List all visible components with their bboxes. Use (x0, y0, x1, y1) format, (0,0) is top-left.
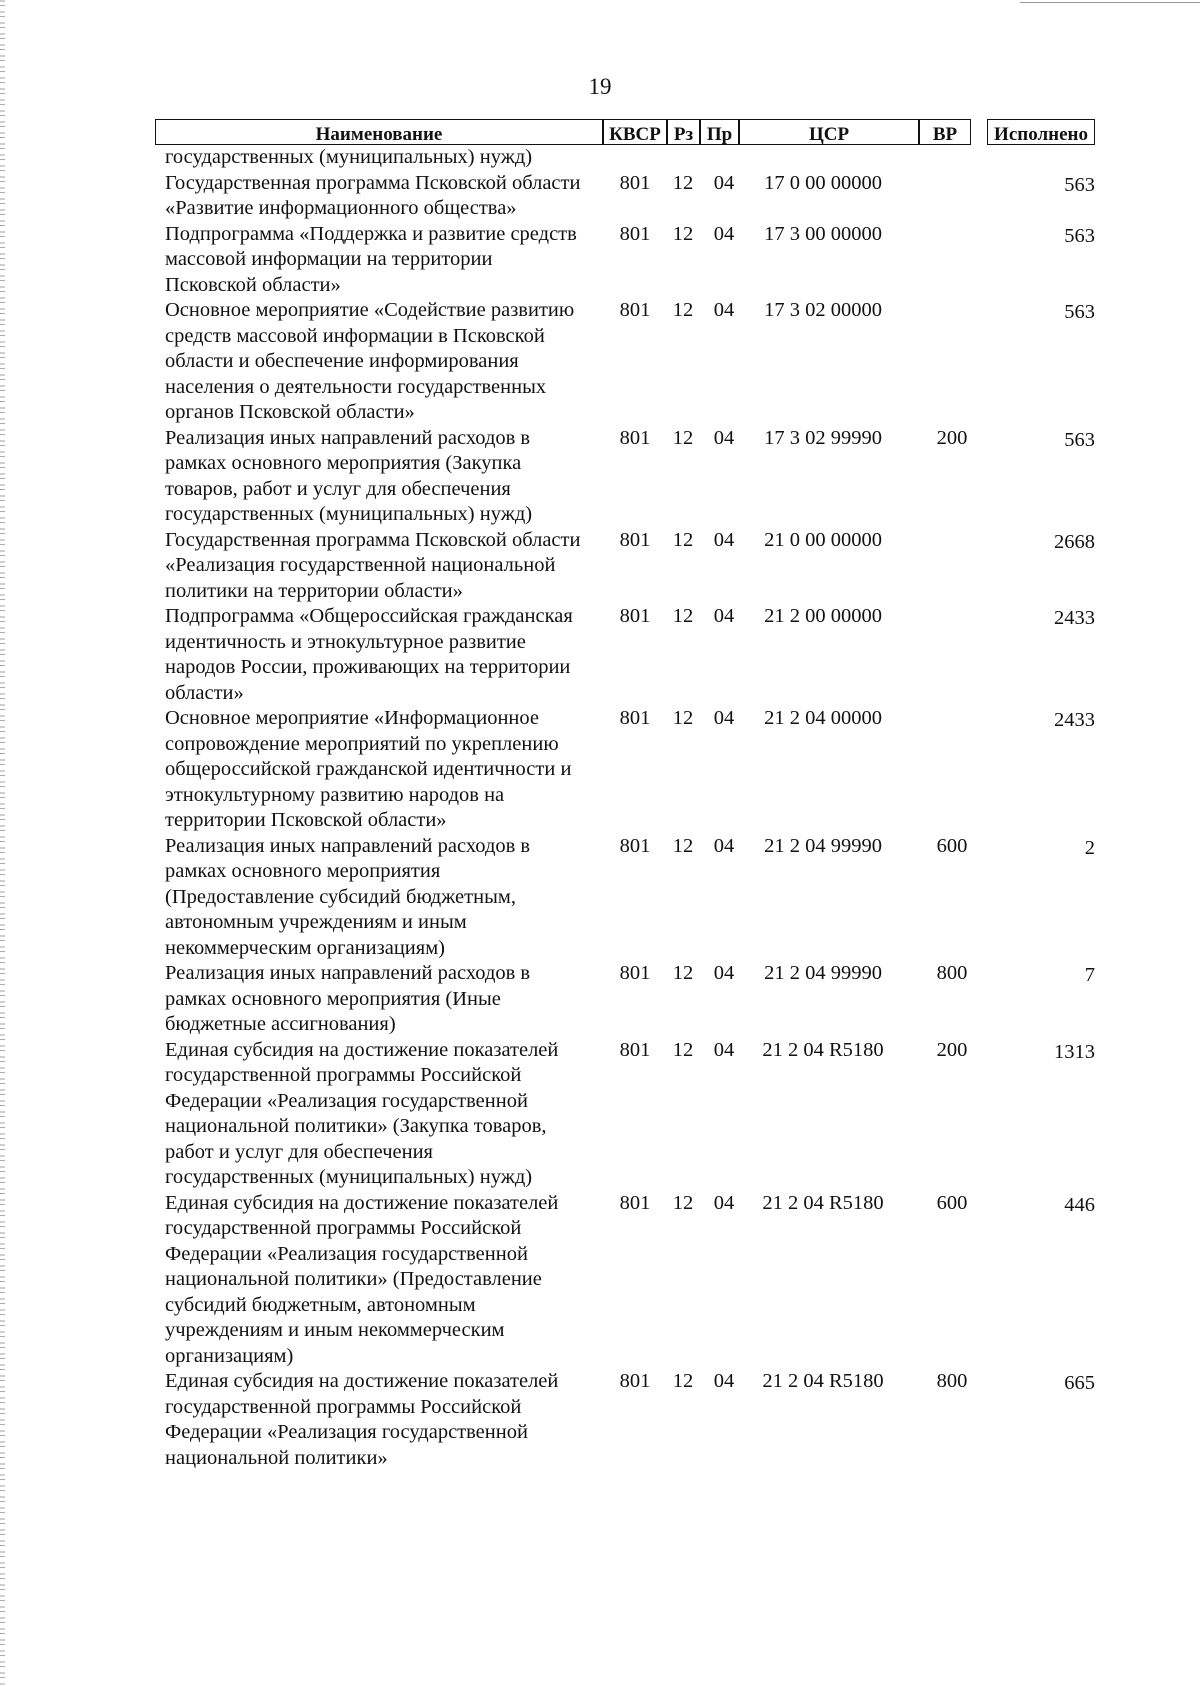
header-kvsr: КВСР (603, 119, 667, 145)
row-executed: 2433 (1054, 607, 1095, 629)
row-name: Единая субсидия на достижение показателей государственной программы Российской Федерации «Реализация государственной национальной политики» (Закупка товаров, работ и услуг для обеспечения государственных (муниципальных) нужд) (165, 1038, 559, 1188)
scan-edge-top (1020, 2, 1200, 3)
row-pr: 04 (713, 1038, 735, 1061)
table-row (165, 426, 1095, 528)
row-name: Единая субсидия на достижение показателей государственной программы Российской Федерации «Реализация государственной национальной политики» (165, 1370, 559, 1469)
table-row (165, 706, 1095, 834)
row-name: Подпрограмма «Общероссийская гражданская идентичность и этнокультурное развитие народов России, проживающих на территории области» (165, 605, 573, 704)
table-row (165, 834, 1095, 962)
row-pr: 04 (713, 528, 735, 551)
row-csr: 21 0 00 00000 (764, 528, 882, 551)
row-name: Подпрограмма «Поддержка и развитие средств массовой информации на территории Псковской области» (165, 222, 577, 296)
row-executed: 2433 (1054, 709, 1095, 731)
row-executed: 1313 (1054, 1040, 1095, 1063)
row-name: Государственная программа Псковской области «Развитие информационного общества» (165, 171, 581, 219)
row-name: Основное мероприятие «Информационное сопровождение мероприятий по укреплению общероссийской гражданской идентичности и этнокультурному развитию народов на территории Псковской области» (165, 707, 572, 831)
row-name: Основное мероприятие «Содействие развитию средств массовой информации в Псковской области и обеспечение информирования населения о деятельности государственных органов Псковской области» (165, 299, 575, 423)
header-csr: ЦСР (739, 119, 919, 145)
row-rz: 12 (672, 605, 694, 627)
row-executed: 2668 (1054, 530, 1095, 553)
table-row (165, 1369, 1095, 1471)
row-rz: 12 (672, 1191, 694, 1214)
row-executed: 665 (1064, 1372, 1095, 1394)
table-row (165, 298, 1095, 426)
row-pr: 04 (713, 171, 735, 194)
row-executed: 446 (1064, 1193, 1095, 1216)
row-name: государственных (муниципальных) нужд) (165, 146, 533, 168)
row-pr: 04 (713, 426, 735, 449)
row-csr: 17 3 02 00000 (764, 299, 882, 321)
row-kvsr: 801 (619, 222, 651, 245)
row-vr: 600 (936, 834, 968, 857)
table-row (165, 222, 1095, 299)
row-kvsr: 801 (619, 1370, 651, 1392)
header-vr: ВР (919, 119, 971, 145)
row-rz: 12 (672, 1370, 694, 1392)
row-csr: 21 2 00 00000 (764, 605, 882, 627)
row-executed: 2 (1084, 836, 1095, 859)
row-csr: 17 3 00 00000 (764, 222, 882, 245)
table-row (165, 171, 1095, 222)
row-rz: 12 (672, 528, 694, 551)
row-name: Единая субсидия на достижение показателей государственной программы Российской Федерации «Реализация государственной национальной политики» (Предоставление субсидий бюджетным, автономным учреждениям и иным некоммерческим организациям) (165, 1191, 559, 1367)
row-executed: 7 (1084, 964, 1095, 986)
row-rz: 12 (672, 299, 694, 321)
table-header (155, 119, 1095, 145)
row-rz: 12 (672, 426, 694, 449)
row-csr: 21 2 04 00000 (764, 707, 882, 729)
row-name: Реализация иных направлений расходов в рамках основного мероприятия (Закупка товаров, работ и услуг для обеспечения государственных (муниципальных) нужд) (165, 426, 533, 525)
table-row (165, 145, 1095, 171)
row-pr: 04 (713, 1191, 735, 1214)
row-pr: 04 (713, 962, 735, 984)
row-kvsr: 801 (619, 605, 651, 627)
header-rz: Рз (667, 119, 700, 145)
row-kvsr: 801 (619, 1038, 651, 1061)
scan-edge-left (0, 0, 5, 1686)
row-kvsr: 801 (619, 426, 651, 449)
row-kvsr: 801 (619, 834, 651, 857)
row-rz: 12 (672, 707, 694, 729)
row-kvsr: 801 (619, 962, 651, 984)
row-rz: 12 (672, 1038, 694, 1061)
row-rz: 12 (672, 171, 694, 194)
page-number: 19 (588, 74, 612, 99)
row-kvsr: 801 (619, 1191, 651, 1214)
row-pr: 04 (713, 605, 735, 627)
row-kvsr: 801 (619, 528, 651, 551)
header-executed: Исполнено (987, 119, 1095, 145)
table-row (165, 1038, 1095, 1191)
row-csr: 21 2 04 R5180 (762, 1191, 884, 1214)
row-name: Реализация иных направлений расходов в рамках основного мероприятия (Иные бюджетные ассигнования) (165, 962, 531, 1035)
row-executed: 563 (1064, 224, 1095, 247)
row-pr: 04 (713, 299, 735, 321)
row-executed: 563 (1064, 301, 1095, 323)
row-vr: 800 (936, 1370, 968, 1392)
row-rz: 12 (672, 962, 694, 984)
table-row (165, 528, 1095, 605)
row-csr: 21 2 04 R5180 (762, 1370, 884, 1392)
row-csr: 21 2 04 99990 (764, 834, 882, 857)
row-kvsr: 801 (619, 707, 651, 729)
table-row (165, 1191, 1095, 1370)
row-csr: 21 2 04 99990 (764, 962, 882, 984)
header-pr: Пр (700, 119, 739, 145)
row-pr: 04 (713, 1370, 735, 1392)
row-vr: 200 (936, 1038, 968, 1061)
row-csr: 21 2 04 R5180 (762, 1038, 884, 1061)
row-executed: 563 (1064, 173, 1095, 196)
table-row (165, 604, 1095, 706)
row-name: Государственная программа Псковской области «Реализация государственной национальной политики на территории области» (165, 528, 581, 602)
row-vr: 600 (936, 1191, 968, 1214)
row-name: Реализация иных направлений расходов в рамках основного мероприятия (Предоставление субсидий бюджетным, автономным учреждениям и иным некоммерческим организациям) (165, 834, 531, 959)
row-vr: 200 (936, 426, 968, 449)
row-pr: 04 (713, 834, 735, 857)
row-pr: 04 (713, 222, 735, 245)
table-body (165, 145, 1095, 1471)
row-csr: 17 0 00 00000 (764, 171, 882, 194)
row-rz: 12 (672, 834, 694, 857)
table-row (165, 961, 1095, 1038)
row-kvsr: 801 (619, 299, 651, 321)
row-executed: 563 (1064, 428, 1095, 451)
header-name: Наименование (155, 119, 603, 145)
row-vr: 800 (936, 962, 968, 984)
row-rz: 12 (672, 222, 694, 245)
row-csr: 17 3 02 99990 (764, 426, 882, 449)
row-pr: 04 (713, 707, 735, 729)
row-kvsr: 801 (619, 171, 651, 194)
